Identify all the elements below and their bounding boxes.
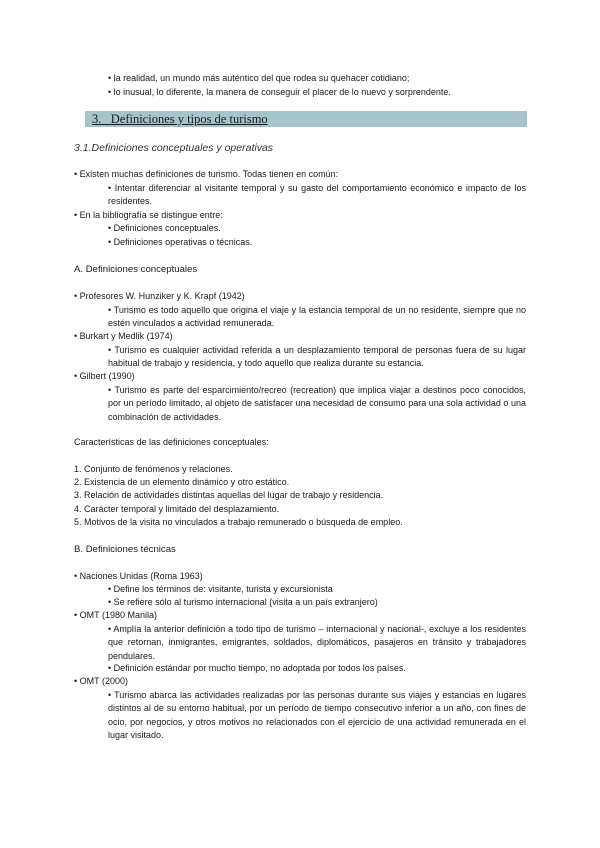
author-gilbert: • Gilbert (1990) (74, 371, 135, 381)
author-burkart: • Burkart y Medlik (1974) (74, 331, 173, 341)
general-bullet-1: • Existen muchas definiciones de turismo. Todas tienen en común: (74, 169, 339, 179)
general-bullet-2-sub-1: • Definiciones conceptuales. (108, 223, 221, 233)
section-number: 3. (92, 112, 102, 126)
characteristic-1: 1. Conjunto de fenómenos y relaciones. (74, 464, 233, 474)
author-hunziker-definition: • Turismo es todo aquello que origina el viaje y la estancia temporal de un no residente, siempre que no estén vinculados a actividad remunerada. (108, 305, 526, 329)
un-sub-1: • Define los términos de: visitante, turista y excursionista (108, 584, 333, 594)
technical-heading: B. Definiciones técnicas (74, 544, 176, 555)
intro-bullet-1: • la realidad, un mundo más auténtico del que rodea su quehacer cotidiano; (108, 73, 410, 83)
author-gilbert-definition: • Turismo es parte del esparcimiento/recreo (recreation) que implica viajar a destinos poco conocidos, por un período limitado, al objeto de satisfacer una necesidad de consumo para una sola actividad o una combinación de actividades. (108, 385, 526, 422)
section-title: Definiciones y tipos de turismo (110, 112, 268, 126)
general-bullet-1-sub: • Intentar diferenciar al visitante temporal y su gasto del comportamiento económico e impacto de los residentes. (108, 183, 526, 207)
general-bullet-2-sub-2: • Definiciones operativas o técnicas. (108, 237, 253, 247)
omt-1980-manila: • OMT (1980 Manila) (74, 610, 158, 620)
author-burkart-definition: • Turismo es cualquier actividad referida a un desplazamiento temporal de personas fuera de su lugar habitual de trabajo y residencia, y todo aquello que realiza durante su estancia. (108, 345, 526, 369)
characteristic-2: 2. Existencia de un elemento dinámico y otro estático. (74, 477, 290, 487)
omt-2000: • OMT (2000) (74, 676, 128, 686)
conceptual-heading: A. Definiciones conceptuales (74, 264, 198, 275)
omt-1980-sub-2: • Definición estándar por mucho tiempo, no adoptada por todos los países. (108, 663, 406, 673)
author-hunziker: • Profesores W. Hunziker y K. Krapf (1942) (74, 291, 245, 301)
omt-2000-sub-1: • Turismo abarca las actividades realizadas por las personas durante sus viajes y estancias en lugares distintos al de su entorno habitual, por un período de tiempo consecutivo inferior a un año, con fines de ocio, por negocios, y otros motivos no relacionados con el ejercicio de una actividad remunerada en el lugar visitado. (108, 690, 526, 740)
characteristic-4: 4. Carácter temporal y limitado del desplazamiento. (74, 504, 280, 514)
characteristic-3: 3. Relación de actividades distintas aquellas del lugar de trabajo y residencia. (74, 490, 384, 500)
general-bullet-2: • En la bibliografía se distingue entre: (74, 210, 223, 220)
section-heading (92, 111, 268, 127)
characteristics-title: Características de las definiciones conceptuales: (74, 437, 269, 447)
un-rome-1963: • Naciones Unidas (Roma 1963) (74, 571, 203, 581)
intro-bullet-2: • lo inusual, lo diferente, la manera de conseguir el placer de lo nuevo y sorprendente. (108, 87, 451, 97)
subsection-heading: 3.1.Definiciones conceptuales y operativas (74, 142, 274, 154)
un-sub-2: • Se refiere sólo al turismo internacional (visita a un país extranjero) (108, 597, 378, 607)
omt-1980-sub-1: • Amplía la anterior definición a todo tipo de turismo – internacional y nacional-, excluye a los residentes que retornan, inmigrantes, emigrantes, soldados, diplomáticos, pasajeros en tránsito y trabajadores pendulares. (108, 624, 526, 661)
characteristic-5: 5. Motivos de la visita no vinculados a trabajo remunerado o búsqueda de empleo. (74, 517, 403, 527)
